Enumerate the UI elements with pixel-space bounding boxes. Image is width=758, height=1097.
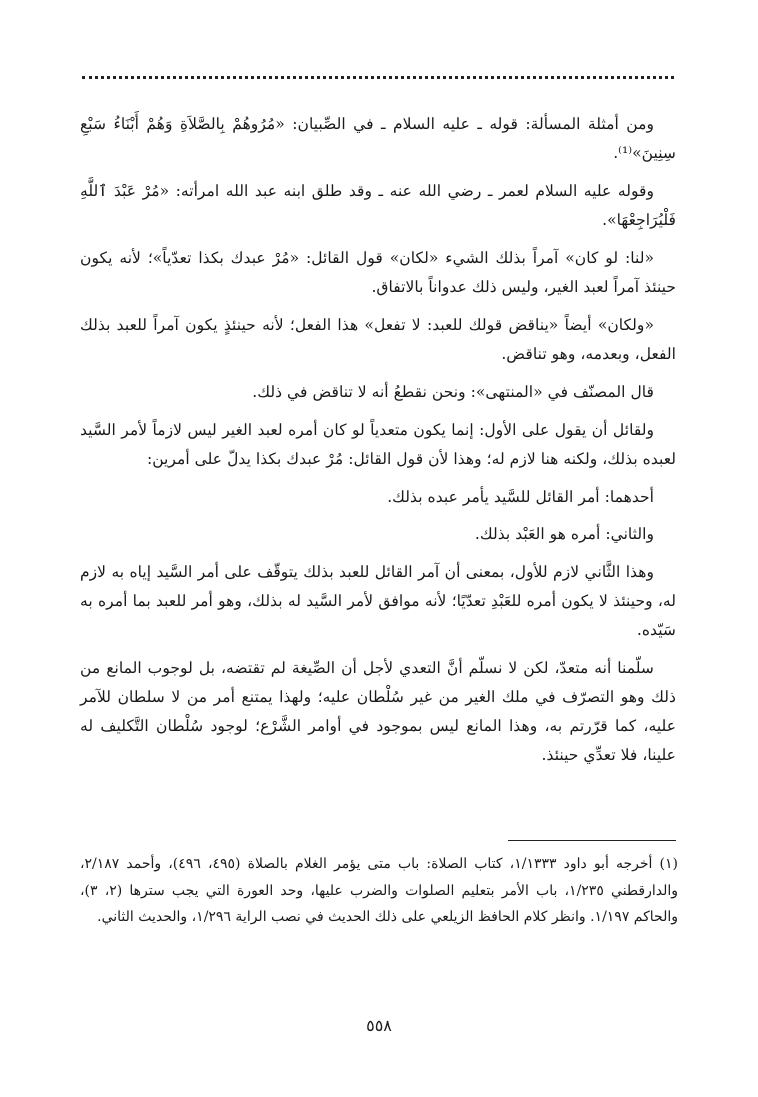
- main-text: [80, 110, 676, 779]
- paragraph: ولقائل أن يقول على الأول: إنما يكون متعدياً لو كان أمره لعبد الغير ليس لازماً لأمر السَّيد لعبده بذلك، ولكنه هنا لازم له؛ وهذا لأن قول القائل: مُرْ عبدك بكذا يدلّ على أمرين:: [80, 421, 676, 468]
- paragraph: قال المصنّف في «المنتهى»: ونحن نقطعُ أنه لا تناقض في ذلك.: [252, 383, 654, 401]
- page-number: ٥٥٨: [366, 1016, 392, 1035]
- paragraph: وقوله عليه السلام لعمر ـ رضي الله عنه ـ وقد طلق ابنه عبد الله امرأته: «مُرْ عَبْدَ ٱللَّهِ فَلْيُرَاجِعْهَا».: [80, 182, 676, 229]
- paragraph: «لنا: لو كان» آمراً بذلك الشيء «لكان» قول القائل: «مُرْ عبدك بكذا تعدّياً»؛ لأنه يكون حينئذ آمراً لعبد الغير، وليس ذلك عدواناً بالاتفاق.: [80, 249, 676, 296]
- paragraph: «ولكان» أيضاً «يناقض قولك للعبد: لا تفعل» هذا الفعل؛ لأنه حينئذٍ يكون آمراً للعبد بذلك الفعل، وبعدمه، وهو تناقض.: [80, 316, 676, 363]
- footnote-text: (١) أخرجه أبو داود ١/١٣٣٣، كتاب الصلاة: باب متى يؤمر الغلام بالصلاة (٤٩٥، ٤٩٦)، وأحمد ٢/١٨٧، والدارقطني ١/٢٣٥، باب الأمر بتعليم الصلوات والضرب عليها، وحد العورة التي يجب سترها (٢، ٣)، والحاكم ١/١٩٧. وانظر كلام الحافظ الزيلعي على ذلك الحديث في نصب الراية ١/٢٩٦، والحديث الثاني.: [80, 856, 679, 925]
- paragraph: سلّمنا أنه متعدّ، لكن لا نسلّم أنَّ التعدي لأجل أن الصِّيغة لم تقتضه، بل لوجوب المانع من ذلك وهو التصرّف في ملك الغير من غير سُلْطان عليه؛ ولهذا يمتنع أمر من لا سلطان للآمر عليه، كما قرّرتم به، وهذا المانع ليس بموجود في أوامر الشَّرْع؛ لوجود سُلْطان التَّكليف له علينا، فلا تعدِّي حينئذ.: [80, 659, 676, 764]
- paragraph: وهذا الثَّاني لازم للأول، بمعنى أن آمر القائل للعبد بذلك يتوقّف على أمر السَّيد إياه به لازم له، وحينئذ لا يكون أمره للعَبْدِ تعدّيًا؛ لأنه موافق لأمر السَّيد له بذلك، وهو أمر للعبد بما أمره به سَيّده.: [80, 563, 676, 639]
- paragraph: والثاني: أمره هو العَبْد بذلك.: [474, 525, 654, 543]
- header-dotted-rule: [82, 76, 674, 79]
- paragraph: ومن أمثلة المسألة: قوله ـ عليه السلام ـ في الصِّبيان: «مُرُوهُمْ بِالصَّلاَةِ وَهُمْ أَبْنَاءُ سَبْعِ سِنِينَ»⁽¹⁾.: [80, 115, 676, 162]
- footnote-separator: [508, 840, 676, 841]
- paragraph: أحدهما: أمر القائل للسَّيد يأمر عبده بذلك.: [387, 488, 654, 506]
- footnote: [80, 851, 678, 931]
